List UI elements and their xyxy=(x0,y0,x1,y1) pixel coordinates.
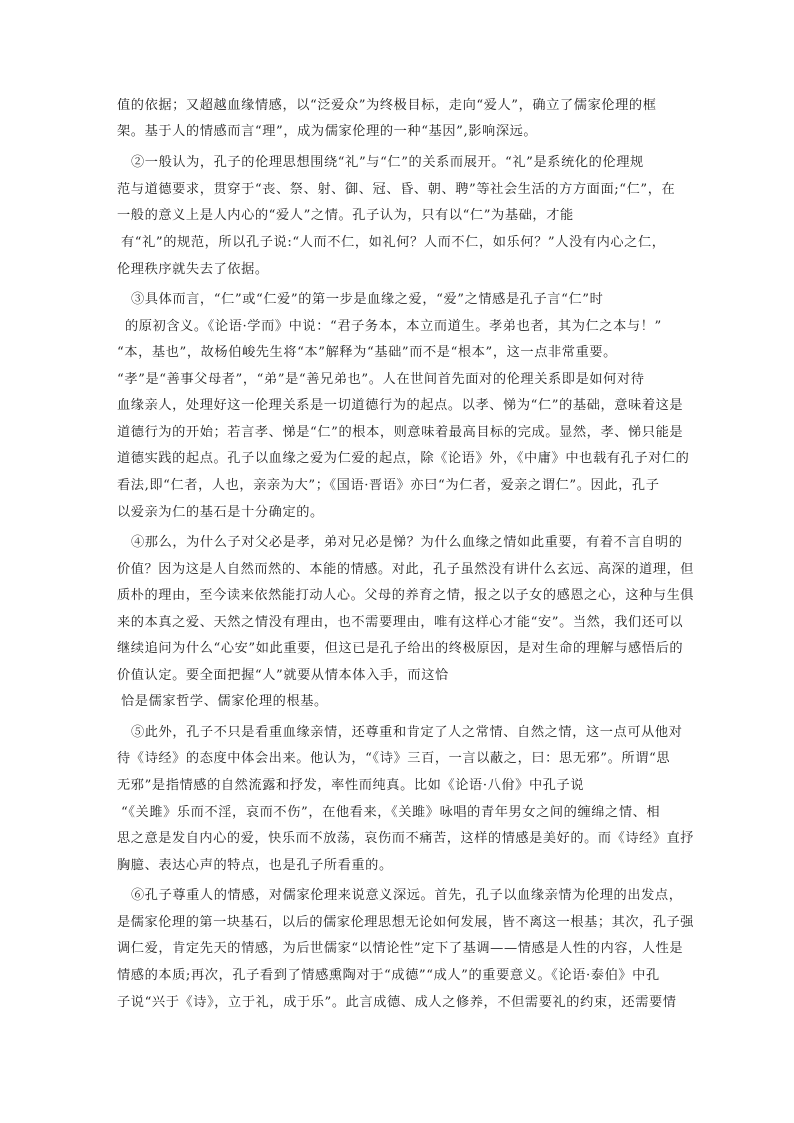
text-line: 道德实践的起点。孔子以血缘之爱为仁爱的起点，除《论语》外，《中庸》中也载有孔子对仁的 xyxy=(117,451,690,466)
text-line: 道德行为的开始；若言孝、悌是“仁”的根本，则意味着最高目标的完成。显然，孝、悌只能是 xyxy=(117,425,684,440)
text-line: ②一般认为，孔子的伦理思想围绕“礼”与“仁”的关系而展开。“礼”是系统化的伦理规 xyxy=(131,155,644,170)
text-line: 胸臆、表达心声的特点，也是孔子所看重的。 xyxy=(117,858,393,873)
text-line: ⑤此外，孔子不只是看重血缘亲情，还尊重和肯定了人之常情、自然之情，这一点可从他对 xyxy=(131,725,683,740)
text-line: 是儒家伦理的第一块基石，以后的儒家伦理思想无论如何发展，皆不离这一根基；其次，孔子强 xyxy=(117,915,695,930)
text-line: ④那么，为什么子对父必是孝，弟对兄必是悌？为什么血缘之情如此重要，有着不言自明的 xyxy=(131,535,683,550)
text-line: 血缘亲人，处理好这一伦理关系是一切道德行为的起点。以孝、悌为“仁”的基础，意味着这是 xyxy=(117,398,684,413)
text-line: 子说“兴于《诗》，立于礼，成于乐”。此言成德、成人之修养，不但需要礼的约束，还需要情 xyxy=(117,995,677,1010)
text-line: 架。基于人的情感而言“理”，成为儒家伦理的一种“基因”,影响深远。 xyxy=(117,124,538,139)
text-line: 一般的意义上是人内心的“爱人”之情。孔子认为，只有以“仁”为基础，才能 xyxy=(117,208,574,223)
text-line: 来的本真之爱、天然之情没有理由，也不需要理由，唯有这样心才能“安”。当然，我们还可以 xyxy=(117,615,684,630)
text-line: 情感的本质;再次，孔子看到了情感熏陶对于“成德”“成人”的重要意义。《论语·泰伯》中孔 xyxy=(117,968,660,983)
text-line: 无邪”是指情感的自然流露和抒发，率性而纯真。比如《论语·八佾》中孔子说 xyxy=(117,778,585,793)
text-line: “本，基也”，故杨伯峻先生将“本”解释为“基础”而不是“根本”，这一点非常重要。 xyxy=(117,345,617,360)
text-line: 看法,即“仁者，人也，亲亲为大”；《国语·晋语》亦曰“为仁者，爱亲之谓仁”。因此，孔子 xyxy=(117,478,660,493)
text-line: 恰是儒家哲学、儒家伦理的根基。 xyxy=(121,694,328,709)
text-line: ③具体而言，“仁”或“仁爱”的第一步是血缘之爱，“爱”之情感是孔子言“仁”时 xyxy=(131,292,604,307)
text-line: 价值？因为这是人自然而然的、本能的情感。对此，孔子虽然没有讲什么玄远、高深的道理，但 xyxy=(117,562,695,577)
text-line: ⑥孔子尊重人的情感，对儒家伦理来说意义深远。首先，孔子以血缘亲情为伦理的出发点， xyxy=(131,888,683,903)
text-line: “《关雎》乐而不淫，哀而不伤”，在他看来，《关雎》咏唱的青年男女之间的缠绵之情、相 xyxy=(121,805,661,820)
text-line: 调仁爱，肯定先天的情感，为后世儒家“以情论性”定下了基调——情感是人性的内容，人性是 xyxy=(117,941,684,956)
text-line: 有“礼”的规范，所以孔子说:“人而不仁，如礼何？人而不仁，如乐何？”人没有内心之仁， xyxy=(121,235,666,250)
text-line: 思之意是发自内心的爱，快乐而不放荡，哀伤而不痛苦，这样的情感是美好的。而《诗经》直抒 xyxy=(117,831,695,846)
text-line: 待《诗经》的态度中体会出来。他认为，“《诗》三百，一言以蔽之，曰：思无邪”。所谓“思 xyxy=(117,751,671,766)
text-line: 范与道德要求，贯穿于“丧、祭、射、御、冠、昏、朝、聘”等社会生活的方方面面;“仁”，在 xyxy=(117,182,676,197)
text-line: 值的依据；又超越血缘情感，以“泛爱众”为终极目标，走向“爱人”，确立了儒家伦理的框 xyxy=(117,98,657,113)
text-line: “孝”是“善事父母者”，“弟”是“善兄弟也”。人在世间首先面对的伦理关系即是如何对待 xyxy=(117,372,645,387)
text-line: 继续追问为什么“心安”如此重要，但这已是孔子给出的终极原因，是对生命的理解与感悟后的 xyxy=(117,641,684,656)
text-line: 价值认定。要全面把握“人”就要从情本体入手，而这恰 xyxy=(117,668,449,683)
text-line: 以爱亲为仁的基石是十分确定的。 xyxy=(117,505,324,520)
text-line: 的原初含义。《论语·学而》中说：“君子务本，本立而道生。孝弟也者，其为仁之本与！” xyxy=(125,319,662,334)
text-line: 伦理秩序就失去了依据。 xyxy=(117,262,269,277)
text-line: 质朴的理由，至今读来依然能打动人心。父母的养育之情，报之以子女的感恩之心，这种与生俱 xyxy=(117,588,695,603)
